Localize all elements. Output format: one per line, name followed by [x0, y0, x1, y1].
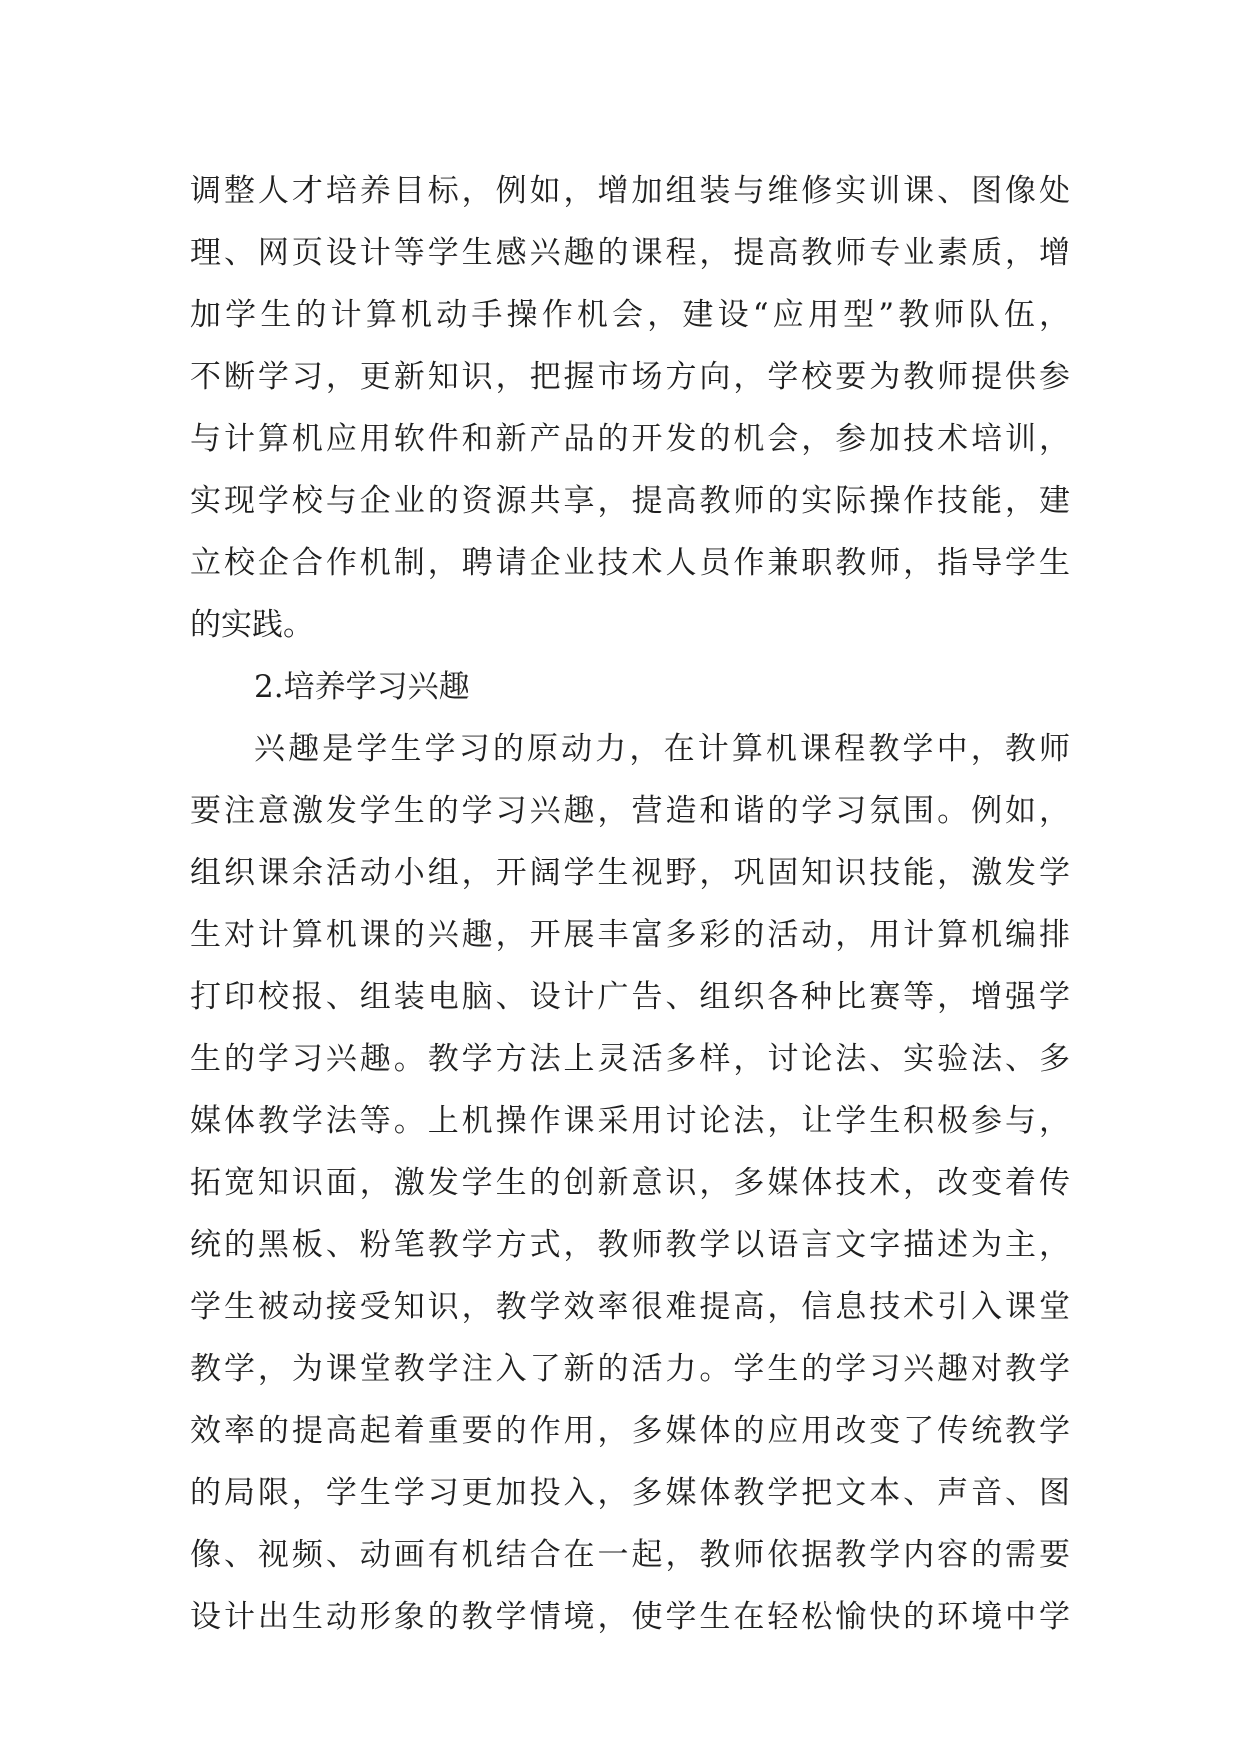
text-line: 打印校报、组装电脑、设计广告、组织各种比赛等，增强学 [190, 979, 1070, 1015]
text-line: 效率的提高起着重要的作用，多媒体的应用改变了传统教学 [190, 1413, 1070, 1449]
body-text [190, 160, 1070, 1648]
text-line: 设计出生动形象的教学情境，使学生在轻松愉快的环境中学 [190, 1599, 1070, 1635]
text-line: 实现学校与企业的资源共享，提高教师的实际操作技能，建 [190, 483, 1070, 519]
text-line: 与计算机应用软件和新产品的开发的机会，参加技术培训， [190, 421, 1070, 457]
paragraph-learning-interest [190, 718, 1070, 1648]
text-line: 生对计算机课的兴趣，开展丰富多彩的活动，用计算机编排 [190, 917, 1070, 953]
text-line: 立校企合作机制，聘请企业技术人员作兼职教师，指导学生 [190, 545, 1070, 581]
text-line: 学生被动接受知识，教学效率很难提高，信息技术引入课堂 [190, 1289, 1070, 1325]
text-line: 的局限，学生学习更加投入，多媒体教学把文本、声音、图 [190, 1475, 1070, 1511]
text-line: 媒体教学法等。上机操作课采用讨论法，让学生积极参与， [190, 1103, 1070, 1139]
text-line: 教学，为课堂教学注入了新的活力。学生的学习兴趣对教学 [190, 1351, 1070, 1387]
text-line: 兴趣是学生学习的原动力，在计算机课程教学中，教师 [254, 731, 1070, 767]
text-line: 加学生的计算机动手操作机会，建设“应用型”教师队伍， [190, 297, 1070, 333]
text-line: 要注意激发学生的学习兴趣，营造和谐的学习氛围。例如， [190, 793, 1070, 829]
text-line: 生的学习兴趣。教学方法上灵活多样，讨论法、实验法、多 [190, 1041, 1070, 1077]
text-line: 像、视频、动画有机结合在一起，教师依据教学内容的需要 [190, 1537, 1070, 1573]
text-line: 不断学习，更新知识，把握市场方向，学校要为教师提供参 [190, 359, 1070, 395]
text-line: 理、网页设计等学生感兴趣的课程，提高教师专业素质，增 [190, 235, 1070, 271]
text-line: 的实践。 [190, 607, 314, 643]
text-line: 统的黑板、粉笔教学方式，教师教学以语言文字描述为主， [190, 1227, 1070, 1263]
text-line: 组织课余活动小组，开阔学生视野，巩固知识技能，激发学 [190, 855, 1070, 891]
section-heading: 2.培养学习兴趣 [254, 669, 470, 705]
text-line: 调整人才培养目标，例如，增加组装与维修实训课、图像处 [190, 173, 1070, 209]
paragraph-teacher-training [190, 160, 1070, 656]
text-line: 拓宽知识面，激发学生的创新意识，多媒体技术，改变着传 [190, 1165, 1070, 1201]
